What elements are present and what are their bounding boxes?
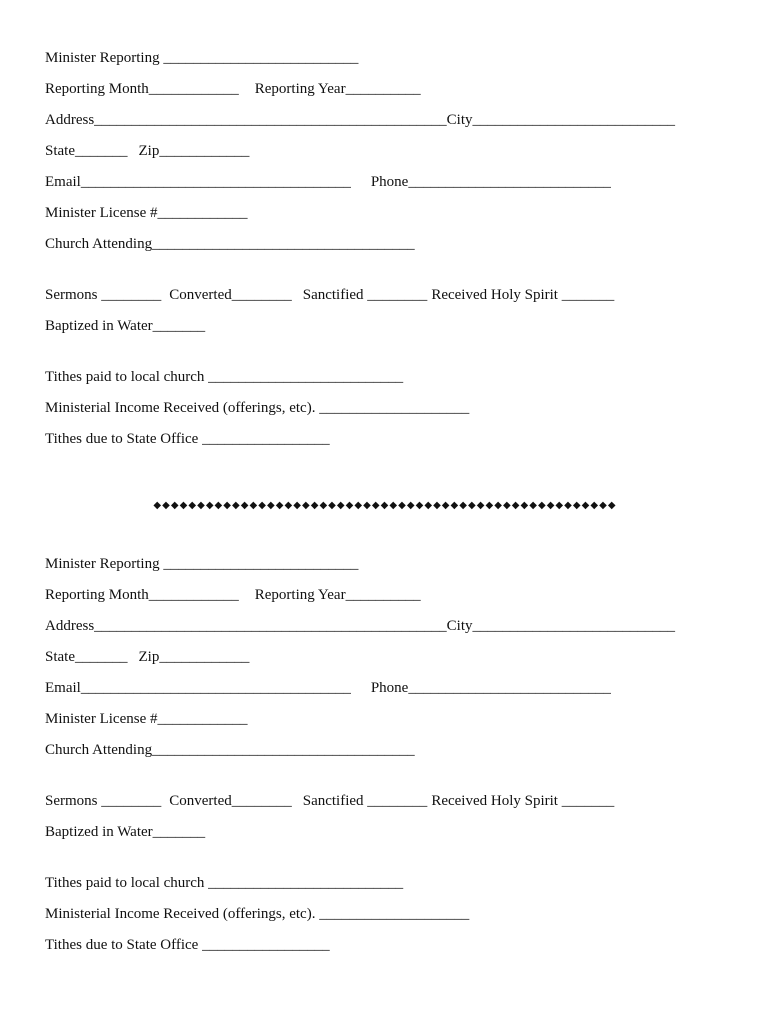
sermons-field[interactable]: Sermons ________ xyxy=(45,793,162,809)
city-field[interactable]: City___________________________ xyxy=(446,618,676,634)
sanctified-field[interactable]: Sanctified ________ xyxy=(302,793,428,809)
reporting-period-row xyxy=(45,77,745,108)
converted-field[interactable]: Converted________ xyxy=(169,793,292,809)
reporting-month-field[interactable]: Reporting Month____________ xyxy=(45,587,239,603)
minister-reporting-field[interactable]: Minister Reporting __________________________ xyxy=(45,50,359,66)
state-field[interactable]: State_______ xyxy=(45,649,128,665)
minister-license-field[interactable]: Minister License #____________ xyxy=(45,205,248,221)
zip-field[interactable]: Zip____________ xyxy=(138,649,250,665)
phone-field[interactable]: Phone___________________________ xyxy=(370,174,611,190)
reporting-year-field[interactable]: Reporting Year__________ xyxy=(254,81,421,97)
address-field[interactable]: Address_______________________________________________ xyxy=(45,618,447,634)
report-form-top xyxy=(45,46,745,458)
tithes-state-row xyxy=(45,933,745,964)
ministerial-income-field[interactable]: Ministerial Income Received (offerings, etc). ____________________ xyxy=(45,400,470,416)
church-attending-field[interactable]: Church Attending___________________________________ xyxy=(45,236,415,252)
baptized-row xyxy=(45,314,745,345)
license-row xyxy=(45,707,745,738)
phone-field[interactable]: Phone___________________________ xyxy=(370,680,611,696)
sanctified-field[interactable]: Sanctified ________ xyxy=(302,287,428,303)
converted-field[interactable]: Converted________ xyxy=(169,287,292,303)
minister-reporting-field[interactable]: Minister Reporting __________________________ xyxy=(45,556,359,572)
tithes-local-field[interactable]: Tithes paid to local church __________________________ xyxy=(45,369,404,385)
email-field[interactable]: Email____________________________________ xyxy=(45,174,351,190)
tithes-local-row xyxy=(45,365,745,396)
income-row xyxy=(45,396,745,427)
sermons-field[interactable]: Sermons ________ xyxy=(45,287,162,303)
address-row xyxy=(45,614,745,645)
income-row xyxy=(45,902,745,933)
report-form-bottom xyxy=(45,552,745,964)
church-attending-field[interactable]: Church Attending___________________________________ xyxy=(45,742,415,758)
reporting-year-field[interactable]: Reporting Year__________ xyxy=(254,587,421,603)
minister-reporting-row xyxy=(45,46,745,77)
holy-spirit-field[interactable]: Received Holy Spirit _______ xyxy=(431,287,615,303)
state-field[interactable]: State_______ xyxy=(45,143,128,159)
tithes-state-field[interactable]: Tithes due to State Office _________________ xyxy=(45,937,330,953)
state-zip-row xyxy=(45,645,745,676)
tithes-state-row xyxy=(45,427,745,458)
holy-spirit-field[interactable]: Received Holy Spirit _______ xyxy=(431,793,615,809)
address-row xyxy=(45,108,745,139)
baptized-row xyxy=(45,820,745,851)
reporting-period-row xyxy=(45,583,745,614)
email-phone-row xyxy=(45,170,745,201)
city-field[interactable]: City___________________________ xyxy=(446,112,676,128)
baptized-field[interactable]: Baptized in Water_______ xyxy=(45,824,206,840)
diamond-divider: ◆◆◆◆◆◆◆◆◆◆◆◆◆◆◆◆◆◆◆◆◆◆◆◆◆◆◆◆◆◆◆◆◆◆◆◆◆◆◆◆◆◆◆◆◆◆◆◆◆◆◆◆◆ xyxy=(153,500,617,511)
reporting-month-field[interactable]: Reporting Month____________ xyxy=(45,81,239,97)
church-row xyxy=(45,232,745,263)
tithes-state-field[interactable]: Tithes due to State Office _________________ xyxy=(45,431,330,447)
ministerial-income-field[interactable]: Ministerial Income Received (offerings, etc). ____________________ xyxy=(45,906,470,922)
tithes-local-field[interactable]: Tithes paid to local church __________________________ xyxy=(45,875,404,891)
email-phone-row xyxy=(45,676,745,707)
zip-field[interactable]: Zip____________ xyxy=(138,143,250,159)
email-field[interactable]: Email____________________________________ xyxy=(45,680,351,696)
address-field[interactable]: Address_______________________________________________ xyxy=(45,112,447,128)
stats-row xyxy=(45,789,745,820)
baptized-field[interactable]: Baptized in Water_______ xyxy=(45,318,206,334)
stats-row xyxy=(45,283,745,314)
minister-license-field[interactable]: Minister License #____________ xyxy=(45,711,248,727)
tithes-local-row xyxy=(45,871,745,902)
state-zip-row xyxy=(45,139,745,170)
church-row xyxy=(45,738,745,769)
license-row xyxy=(45,201,745,232)
minister-reporting-row xyxy=(45,552,745,583)
